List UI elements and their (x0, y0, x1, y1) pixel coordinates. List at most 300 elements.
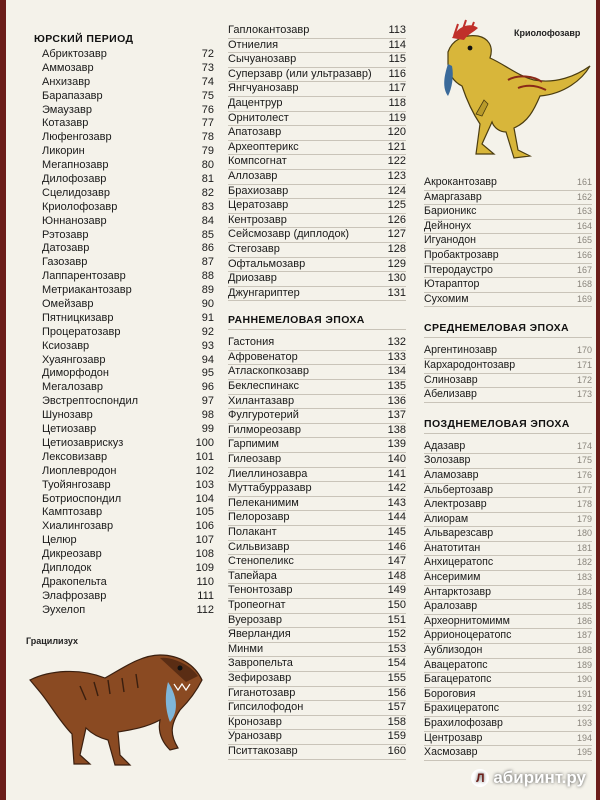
entry-page-number: 127 (387, 228, 406, 241)
entry-page-number: 81 (201, 173, 214, 186)
entry-page-number: 135 (387, 380, 406, 393)
entry-name: Тенонтозавр (228, 584, 293, 597)
entry-page-number: 107 (195, 534, 214, 547)
entry-name: Зефирозавр (228, 671, 292, 684)
entry-page-number: 151 (387, 613, 406, 626)
entry-page-number: 111 (197, 589, 214, 602)
entry-page-number: 129 (387, 257, 406, 270)
entry-page-number: 158 (387, 715, 406, 728)
toc-entry (34, 437, 214, 451)
toc-entry (228, 438, 406, 453)
entry-page-number: 115 (388, 53, 406, 66)
entry-name: Ютараптор (424, 278, 480, 291)
entry-name: Суперзавр (или ультразавр) (228, 67, 372, 80)
entry-page-number: 169 (576, 293, 592, 304)
toc-entry (228, 336, 406, 351)
entry-page-number: 156 (387, 686, 406, 699)
toc-entry (424, 278, 592, 293)
toc-entry (424, 249, 592, 264)
entry-page-number: 100 (195, 436, 214, 449)
entry-page-number: 133 (387, 350, 406, 363)
entry-page-number: 106 (195, 520, 214, 533)
dinosaur-illustration-cryolophosaurus (418, 14, 594, 174)
toc-entry (34, 590, 214, 604)
entry-name: Археорнитомимм (424, 614, 510, 627)
entry-name: Тапейара (228, 569, 277, 582)
toc-entry (34, 90, 214, 104)
toc-entry (228, 243, 406, 258)
entry-name: Юннанозавр (42, 214, 107, 227)
entry-name: Бороговия (424, 687, 476, 700)
toc-entry (228, 511, 406, 526)
toc-entry (228, 745, 406, 760)
entry-page-number: 180 (576, 528, 592, 539)
entry-page-number: 91 (201, 311, 214, 324)
toc-entry (34, 340, 214, 354)
entry-name: Пелеканимим (228, 496, 299, 509)
entry-page-number: 116 (388, 67, 406, 80)
entry-name: Брахилофозавр (424, 717, 503, 729)
toc-entry (34, 131, 214, 145)
entry-page-number: 85 (201, 228, 214, 241)
entry-page-number: 128 (387, 242, 406, 255)
entry-page-number: 119 (388, 111, 406, 124)
entry-name: Лексовизавр (42, 450, 108, 463)
entry-name: Пятницкизавр (42, 311, 114, 324)
entry-page-number: 87 (201, 256, 214, 269)
toc-entry (424, 469, 592, 484)
entry-page-number: 123 (387, 169, 406, 182)
entry-name: Завропельта (228, 657, 293, 670)
entry-name: Адазавр (424, 439, 466, 452)
entry-name: Аублизодон (424, 644, 483, 657)
entry-page-number: 137 (387, 409, 406, 422)
toc-entry (34, 367, 214, 381)
entry-page-number: 181 (576, 542, 592, 553)
entry-name: Сычуанозавр (228, 53, 297, 66)
entry-page-number: 74 (201, 75, 214, 88)
entry-name: Гиганотозавр (228, 686, 296, 699)
entry-name: Минми (228, 642, 264, 655)
entry-name: Кархародонтозавр (424, 358, 516, 371)
entry-name: Аралозавр (424, 600, 478, 613)
toc-entry (228, 351, 406, 366)
toc-entry (34, 506, 214, 520)
toc-entry (424, 344, 592, 359)
entry-name: Хасмозавр (424, 746, 478, 759)
toc-entry (424, 717, 592, 732)
entry-name: Альварезсавр (424, 527, 494, 540)
entry-name: Дракопельта (42, 575, 107, 588)
entry-page-number: 104 (195, 492, 214, 505)
toc-entry (424, 659, 592, 674)
toc-entry (228, 584, 406, 599)
watermark-text: абиринт.ру (493, 768, 586, 787)
entry-page-number: 93 (201, 339, 214, 352)
entry-name: Мегалозавр (42, 381, 103, 394)
toc-entry (424, 498, 592, 513)
entry-name: Диморфодон (42, 367, 109, 380)
entry-name: Дацентрур (228, 96, 283, 109)
toc-entry (228, 185, 406, 200)
toc-entry (424, 205, 592, 220)
entry-name: Полакант (228, 526, 277, 538)
entry-name: Туойянгозавр (42, 478, 111, 491)
toc-entry (424, 374, 592, 389)
entry-name: Вуерозавр (228, 613, 282, 626)
entry-page-number: 113 (388, 24, 406, 36)
entry-page-number: 122 (387, 155, 406, 168)
toc-entry (424, 542, 592, 557)
toc-entry (34, 270, 214, 284)
entry-page-number: 78 (201, 131, 214, 144)
entry-page-number: 185 (576, 601, 592, 612)
entry-page-number: 83 (201, 200, 214, 213)
toc-entry (424, 673, 592, 688)
toc-entry (228, 453, 406, 468)
entry-name: Беклеспинакс (228, 380, 300, 393)
entry-page-number: 86 (201, 242, 214, 255)
toc-entry (424, 234, 592, 249)
entry-page-number: 117 (388, 82, 406, 95)
toc-entry (424, 527, 592, 542)
toc-entry (228, 126, 406, 141)
entry-page-number: 193 (576, 718, 592, 728)
toc-entry (424, 359, 592, 374)
toc-entry (34, 284, 214, 298)
entry-page-number: 84 (201, 214, 214, 227)
figure-label-cryolophosaurus: Криолофозавр (514, 28, 581, 38)
toc-entry (228, 141, 406, 156)
toc-entry (34, 62, 214, 76)
entry-name: Брахицератопс (424, 702, 499, 715)
toc-entry (424, 454, 592, 469)
entry-name: Абриктозавр (42, 48, 107, 60)
entry-page-number: 161 (576, 177, 592, 187)
entry-name: Гастония (228, 336, 275, 349)
entry-page-number: 75 (201, 89, 214, 102)
entry-name: Фулгуротерий (228, 409, 299, 422)
entry-name: Афровенатор (228, 350, 298, 363)
entry-page-number: 143 (387, 496, 406, 509)
entry-page-number: 131 (387, 286, 406, 299)
entry-page-number: 146 (387, 540, 406, 553)
toc-entry (228, 97, 406, 112)
toc-entry (424, 644, 592, 659)
entry-name: Эухелоп (42, 603, 86, 616)
watermark (471, 768, 586, 788)
entry-page-number: 188 (576, 645, 592, 656)
entry-page-number: 170 (576, 345, 592, 356)
entry-page-number: 102 (195, 464, 214, 477)
entry-list (424, 344, 592, 402)
entry-page-number: 159 (387, 730, 406, 743)
entry-name: Пелорозавр (228, 511, 290, 524)
toc-entry (228, 53, 406, 68)
entry-page-number: 114 (388, 38, 406, 51)
entry-name: Аламозавр (424, 468, 479, 481)
toc-entry (34, 326, 214, 340)
entry-name: Гипсилофодон (228, 701, 304, 714)
entry-page-number: 147 (387, 555, 406, 568)
toc-entry (424, 732, 592, 747)
toc-entry (228, 599, 406, 614)
entry-page-number: 94 (201, 353, 214, 366)
entry-page-number: 142 (387, 482, 406, 495)
entry-name: Сильвизавр (228, 540, 290, 553)
toc-entry (34, 312, 214, 326)
entry-page-number: 175 (576, 455, 592, 466)
entry-name: Котазавр (42, 117, 89, 130)
entry-page-number: 89 (201, 284, 214, 297)
entry-name: Ксиозавр (42, 339, 90, 352)
entry-page-number: 179 (576, 513, 592, 524)
entry-name: Элафрозавр (42, 589, 107, 602)
toc-entry (424, 388, 592, 403)
entry-page-number: 157 (387, 701, 406, 714)
entry-page-number: 101 (195, 450, 214, 463)
toc-entry (228, 555, 406, 570)
entry-name: Акрокантозавр (424, 176, 497, 188)
entry-name: Пситтакозавр (228, 744, 298, 757)
entry-page-number: 162 (576, 191, 592, 202)
entry-name: Сухомим (424, 292, 469, 305)
toc-entry (424, 513, 592, 528)
entry-name: Анхицератопс (424, 556, 494, 569)
toc-entry (228, 526, 406, 541)
entry-name: Цетиозаврискуз (42, 436, 124, 449)
entry-page-number: 184 (576, 586, 592, 597)
toc-entry (228, 214, 406, 229)
toc-entry (34, 117, 214, 131)
entry-page-number: 110 (196, 575, 214, 588)
toc-entry (34, 159, 214, 173)
entry-name: Сейсмозавр (диплодок) (228, 228, 350, 241)
entry-name: Ликорин (42, 145, 85, 158)
entry-page-number: 183 (576, 572, 592, 583)
column-right (424, 176, 592, 761)
toc-entry (228, 628, 406, 643)
entry-name: Золозавр (424, 454, 471, 467)
toc-entry (34, 76, 214, 90)
toc-entry (424, 220, 592, 235)
entry-name: Омейзавр (42, 298, 94, 311)
section-heading-jurassic: ЮРСКИЙ ПЕРИОД (34, 33, 134, 45)
toc-entry (424, 571, 592, 586)
toc-entry (34, 242, 214, 256)
entry-name: Тропеогнат (228, 598, 286, 611)
entry-name: Пробактрозавр (424, 248, 499, 261)
toc-entry (424, 586, 592, 601)
entry-name: Эмаузавр (42, 103, 92, 116)
toc-entry (424, 176, 592, 191)
toc-entry (228, 155, 406, 170)
toc-entry (424, 688, 592, 703)
toc-entry (228, 701, 406, 716)
entry-page-number: 124 (387, 184, 406, 197)
toc-entry (228, 199, 406, 214)
entry-page-number: 171 (576, 359, 592, 370)
toc-entry (34, 465, 214, 479)
entry-name: Лиеллинозавра (228, 467, 308, 480)
toc-entry (34, 201, 214, 215)
entry-page-number: 121 (387, 140, 406, 153)
entry-page-number: 72 (201, 48, 214, 60)
entry-name: Гилмореозавр (228, 423, 301, 436)
entry-page-number: 150 (387, 598, 406, 611)
entry-name: Птеродаустро (424, 263, 493, 276)
toc-entry (228, 68, 406, 83)
toc-entry (34, 104, 214, 118)
entry-name: Игуанодон (424, 234, 476, 247)
entry-page-number: 165 (576, 235, 592, 246)
entry-page-number: 189 (576, 659, 592, 670)
toc-entry (34, 215, 214, 229)
entry-page-number: 160 (387, 744, 406, 757)
toc-entry (228, 730, 406, 745)
toc-entry (228, 365, 406, 380)
toc-entry (34, 173, 214, 187)
toc-entry (34, 493, 214, 507)
toc-entry (34, 48, 214, 62)
entry-name: Хиалингозавр (42, 520, 114, 533)
toc-entry (228, 657, 406, 672)
entry-page-number: 178 (576, 499, 592, 510)
entry-name: Хилантазавр (228, 394, 295, 407)
entry-page-number: 109 (195, 561, 214, 574)
toc-entry (228, 24, 406, 39)
toc-entry (34, 354, 214, 368)
toc-entry (34, 187, 214, 201)
entry-page-number: 126 (387, 213, 406, 226)
entry-name: Антарктозавр (424, 585, 491, 598)
toc-entry (34, 423, 214, 437)
entry-page-number: 173 (576, 389, 592, 400)
entry-page-number: 191 (576, 688, 592, 699)
entry-name: Диплодок (42, 561, 92, 574)
toc-entry (34, 409, 214, 423)
entry-name: Апатозавр (228, 126, 282, 139)
entry-name: Дикреозавр (42, 548, 102, 561)
entry-name: Авацератопс (424, 658, 488, 671)
toc-entry (424, 629, 592, 644)
entry-name: Ансеримим (424, 571, 481, 584)
entry-page-number: 186 (576, 615, 592, 626)
entry-name: Орнитолест (228, 111, 289, 124)
entry-page-number: 96 (201, 381, 214, 394)
toc-entry (424, 702, 592, 717)
toc-entry (34, 229, 214, 243)
toc-entry (424, 440, 592, 455)
toc-entry (424, 191, 592, 206)
entry-name: Дилофозавр (42, 173, 107, 186)
entry-name: Цератозавр (228, 199, 289, 212)
entry-name: Аррионоцератопс (424, 629, 512, 642)
entry-name: Аргентинозавр (424, 344, 497, 357)
entry-name: Муттабурразавр (228, 482, 312, 495)
entry-name: Янгчуанозавр (228, 82, 299, 95)
entry-name: Компсогнат (228, 155, 287, 168)
toc-entry (228, 570, 406, 585)
entry-page-number: 195 (576, 747, 592, 758)
toc-entry (228, 287, 406, 302)
toc-entry (228, 687, 406, 702)
entry-name: Криолофозавр (42, 200, 118, 213)
entry-page-number: 152 (387, 628, 406, 641)
entry-page-number: 139 (387, 438, 406, 451)
entry-name: Анхизавр (42, 75, 91, 88)
entry-page-number: 182 (576, 557, 592, 568)
toc-entry (228, 82, 406, 97)
entry-page-number: 98 (201, 409, 214, 422)
entry-name: Альбертозавр (424, 483, 494, 496)
entry-name: Сцелидозавр (42, 186, 110, 199)
entry-page-number: 108 (195, 548, 214, 561)
entry-name: Алектрозавр (424, 498, 487, 511)
book-page (6, 0, 596, 800)
entry-name: Процератозавр (42, 325, 121, 338)
entry-name: Амаргазавр (424, 190, 482, 203)
toc-entry (228, 112, 406, 127)
entry-name: Лаппарентозавр (42, 270, 126, 283)
entry-list (424, 440, 592, 761)
entry-page-number: 130 (387, 272, 406, 285)
toc-entry (228, 380, 406, 395)
toc-entry (228, 614, 406, 629)
entry-name: Яверландия (228, 628, 291, 641)
entry-page-number: 82 (201, 186, 214, 199)
entry-name: Атласкопкозавр (228, 365, 309, 378)
entry-page-number: 166 (576, 249, 592, 260)
toc-entry (34, 479, 214, 493)
entry-page-number: 174 (576, 440, 592, 451)
entry-name: Газозавр (42, 256, 88, 269)
entry-name: Джунгариптер (228, 286, 300, 299)
entry-name: Лиоплевродон (42, 464, 117, 477)
entry-name: Офтальмозавр (228, 257, 306, 270)
entry-name: Брахиозавр (228, 184, 289, 197)
entry-page-number: 97 (201, 395, 214, 408)
entry-page-number: 194 (576, 732, 592, 743)
entry-name: Целюр (42, 534, 77, 547)
toc-entry (228, 716, 406, 731)
entry-name: Аммозавр (42, 61, 94, 74)
toc-entry (228, 409, 406, 424)
toc-entry (424, 484, 592, 499)
entry-name: Отниелия (228, 38, 279, 51)
entry-page-number: 95 (201, 367, 214, 380)
entry-name: Датозавр (42, 242, 90, 255)
entry-page-number: 77 (201, 117, 214, 130)
entry-page-number: 125 (387, 199, 406, 212)
entry-name: Эвстрептоспондил (42, 395, 139, 408)
entry-page-number: 141 (387, 467, 406, 480)
entry-page-number: 103 (195, 478, 214, 491)
entry-page-number: 154 (387, 657, 406, 670)
entry-name: Гарпимим (228, 438, 279, 451)
entry-page-number: 176 (576, 469, 592, 480)
entry-name: Кентрозавр (228, 213, 287, 226)
toc-entry (228, 468, 406, 483)
labyrinth-logo-icon: Л (471, 769, 489, 787)
entry-name: Уранозавр (228, 730, 282, 743)
section-heading-early-cretaceous: РАННЕМЕЛОВАЯ ЭПОХА (228, 314, 365, 327)
entry-page-number: 155 (387, 671, 406, 684)
entry-page-number: 136 (387, 394, 406, 407)
toc-entry (424, 615, 592, 630)
toc-entry (34, 520, 214, 534)
entry-page-number: 105 (195, 506, 214, 519)
